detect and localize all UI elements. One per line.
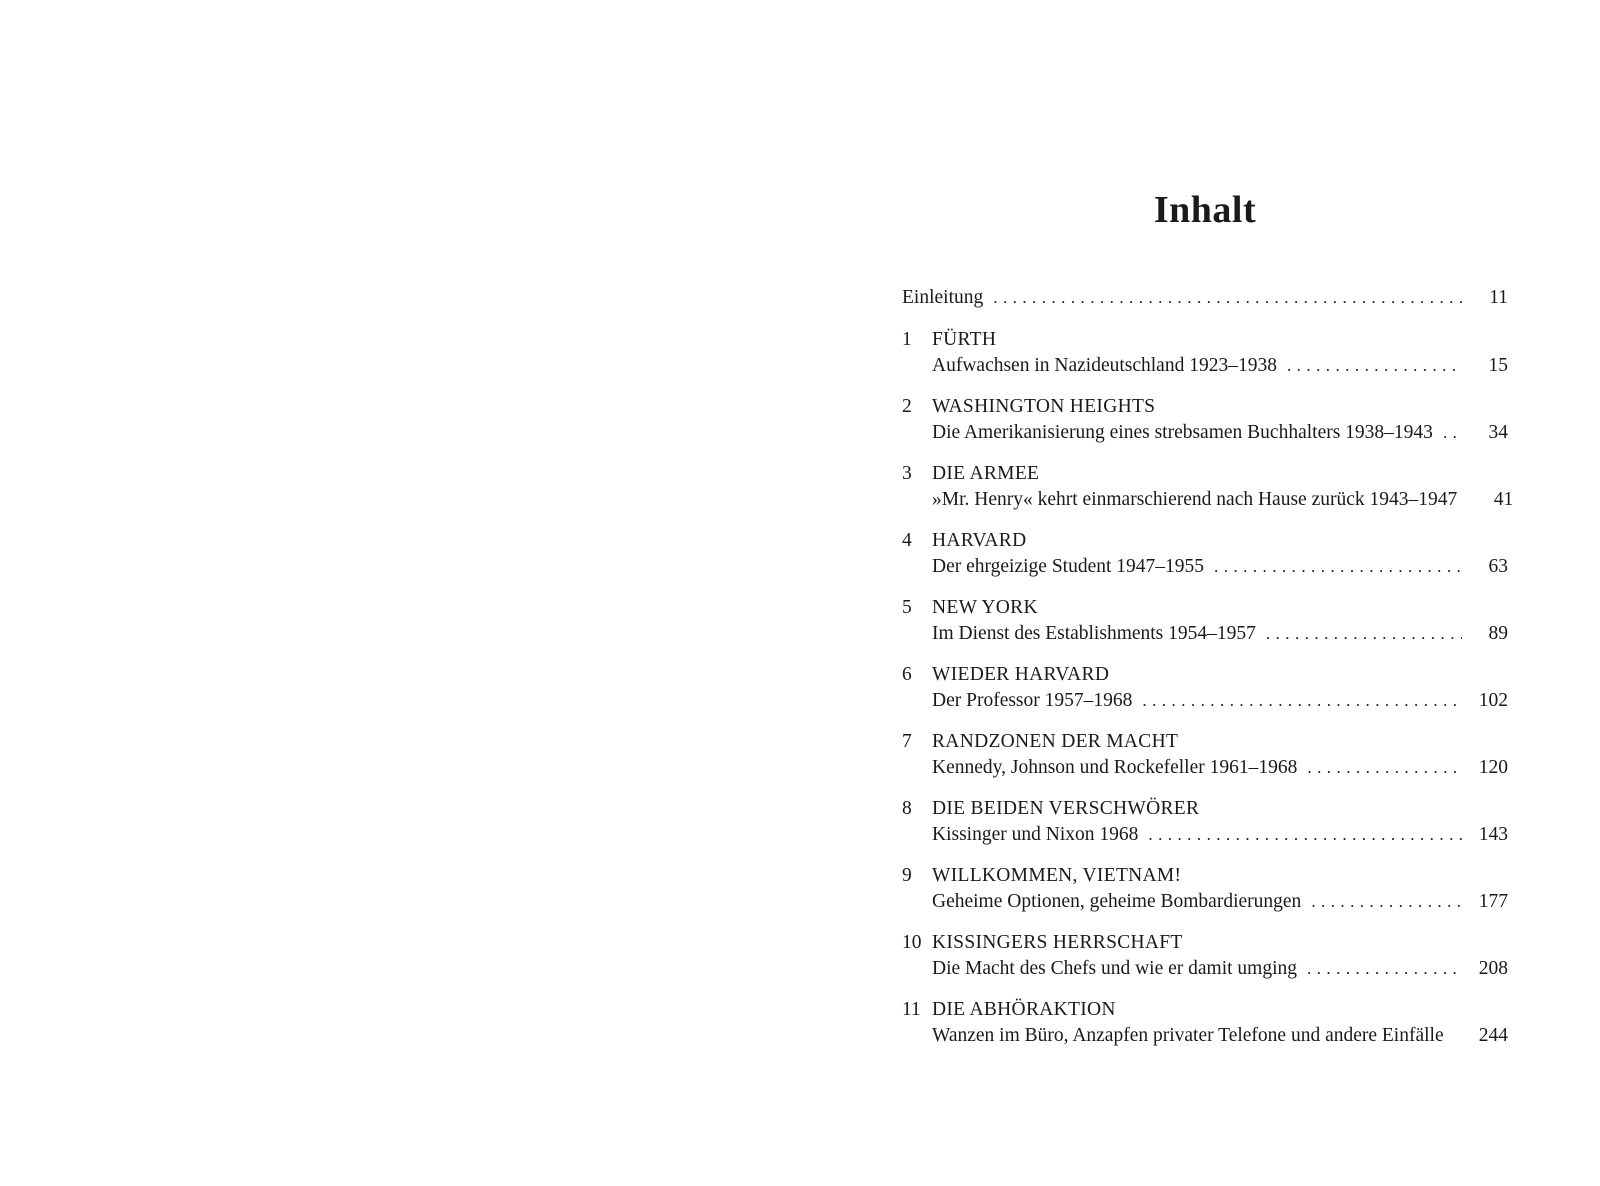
chapter-subtitle: Wanzen im Büro, Anzapfen privater Telefone und andere Einfälle [932, 1025, 1444, 1046]
toc-entry-chapter[interactable] [902, 863, 1508, 916]
chapter-heading: WILLKOMMEN, VIETNAM! [932, 865, 1182, 886]
chapter-heading: WIEDER HARVARD [932, 664, 1110, 685]
chapter-subtitle: Der Professor 1957–1968 [932, 690, 1133, 711]
chapter-heading: RANDZONEN DER MACHT [932, 731, 1179, 752]
chapter-number: 10 [902, 932, 922, 953]
chapter-subtitle: Im Dienst des Establishments 1954–1957 [932, 623, 1256, 644]
toc-entry-chapter[interactable] [902, 461, 1514, 514]
chapter-heading: WASHINGTON HEIGHTS [932, 396, 1156, 417]
toc-page-number: 11 [1489, 287, 1508, 308]
dot-leader [1287, 353, 1462, 379]
dot-leader [1307, 755, 1462, 781]
chapter-number: 7 [902, 731, 912, 752]
toc-entry-chapter[interactable] [902, 796, 1508, 849]
toc-page-number: 41 [1493, 489, 1514, 510]
toc-page-number: 63 [1488, 556, 1508, 577]
chapter-number: 4 [902, 530, 912, 551]
chapter-heading: DIE BEIDEN VERSCHWÖRER [932, 798, 1200, 819]
toc-entry-chapter[interactable] [902, 662, 1508, 715]
toc-page-number: 244 [1478, 1025, 1508, 1046]
chapter-subtitle: Kissinger und Nixon 1968 [932, 824, 1139, 845]
toc-entry-chapter[interactable] [902, 595, 1508, 648]
page-title: Inhalt [1153, 189, 1257, 231]
chapter-subtitle: Die Macht des Chefs und wie er damit umging [932, 958, 1298, 979]
chapter-subtitle: Der ehrgeizige Student 1947–1955 [932, 556, 1205, 577]
chapter-heading: FÜRTH [932, 329, 997, 350]
dot-leader [1266, 621, 1462, 647]
chapter-heading: DIE ARMEE [932, 463, 1040, 484]
chapter-subtitle: Die Amerikanisierung eines strebsamen Buchhalters 1938–1943 [932, 422, 1433, 443]
chapter-subtitle: Aufwachsen in Nazideutschland 1923–1938 [932, 355, 1277, 376]
toc-page-number: 89 [1488, 623, 1508, 644]
toc-page-number: 34 [1488, 422, 1508, 443]
toc-page-number: 143 [1478, 824, 1508, 845]
chapter-heading: DIE ABHÖRAKTION [932, 999, 1116, 1020]
chapter-number: 6 [902, 664, 912, 685]
chapter-heading: HARVARD [932, 530, 1027, 551]
toc-list [902, 285, 1514, 1064]
toc-entry-chapter[interactable] [902, 327, 1508, 380]
chapter-number: 2 [902, 396, 912, 417]
toc-entry-chapter[interactable] [902, 930, 1508, 983]
chapter-number: 5 [902, 597, 912, 618]
toc-entry-chapter[interactable] [902, 394, 1508, 447]
chapter-number: 3 [902, 463, 912, 484]
dot-leader [1311, 889, 1462, 915]
toc-entry-introduction[interactable] [902, 285, 1508, 313]
chapter-number: 8 [902, 798, 912, 819]
dot-leader [993, 285, 1462, 311]
toc-page-number: 208 [1478, 958, 1508, 979]
toc-page-number: 102 [1478, 690, 1508, 711]
toc-entry-chapter[interactable] [902, 729, 1508, 782]
dot-leader [1214, 554, 1462, 580]
toc-entry-chapter[interactable] [902, 528, 1508, 581]
dot-leader [1443, 420, 1462, 446]
chapter-subtitle: Geheime Optionen, geheime Bombardierungen [932, 891, 1302, 912]
toc-page-number: 15 [1488, 355, 1508, 376]
dot-leader [1307, 956, 1462, 982]
toc-page-number: 120 [1478, 757, 1508, 778]
toc-entry-label: Einleitung [902, 287, 984, 308]
chapter-number: 11 [902, 999, 921, 1020]
chapter-number: 9 [902, 865, 912, 886]
chapter-subtitle: »Mr. Henry« kehrt einmarschierend nach Hause zurück 1943–1947 [932, 489, 1458, 510]
dot-leader [1142, 688, 1462, 714]
toc-page [902, 0, 1514, 1186]
dot-leader [1148, 822, 1462, 848]
chapter-subtitle: Kennedy, Johnson und Rockefeller 1961–1968 [932, 757, 1298, 778]
chapter-number: 1 [902, 329, 912, 350]
toc-page-number: 177 [1478, 891, 1508, 912]
toc-entry-chapter[interactable] [902, 997, 1508, 1050]
chapter-heading: NEW YORK [932, 597, 1038, 618]
chapter-heading: KISSINGERS HERRSCHAFT [932, 932, 1183, 953]
